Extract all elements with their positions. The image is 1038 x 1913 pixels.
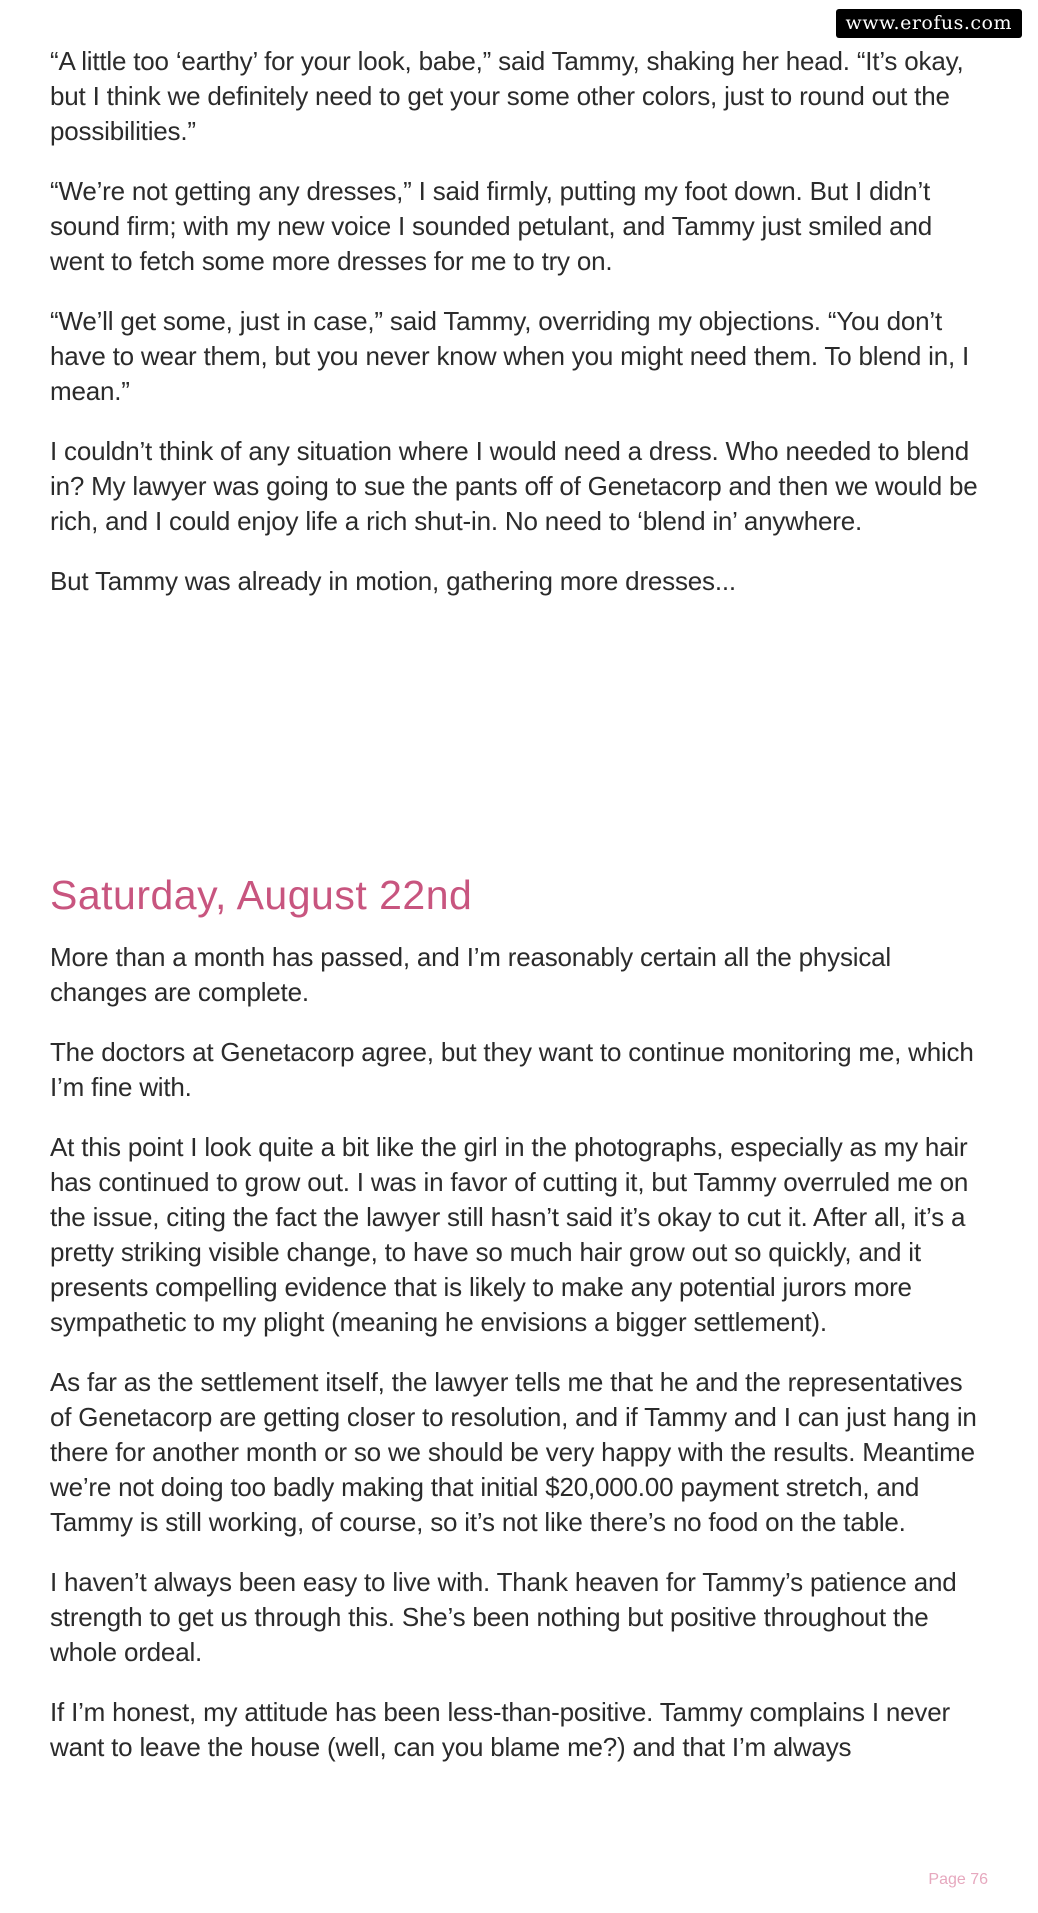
paragraph: If I’m honest, my attitude has been less-than-positive. Tammy complains I never want to leave the house (well, can you blame me?) and that I’m always: [50, 1697, 950, 1762]
page-body: [50, 44, 990, 1790]
paragraph: “We’ll get some, just in case,” said Tammy, overriding my objections. “You don’t have to wear them, but you never know when you might need them. To blend in, I mean.”: [50, 306, 970, 406]
paragraph: As far as the settlement itself, the lawyer tells me that he and the representatives of Genetacorp are getting closer to resolution, and if Tammy and I can just hang in there for another month or so we should be very happy with the results. Meantime we’re not doing too badly making that initial $20,000.00 payment stretch, and Tammy is still working, of course, so it’s not like there’s no food on the table.: [50, 1367, 977, 1537]
paragraph: At this point I look quite a bit like the girl in the photographs, especially as my hair has continued to grow out. I was in favor of cutting it, but Tammy overruled me on the issue, citing the fact the lawyer still hasn’t said it’s okay to cut it. After all, it’s a pretty striking visible change, to have so much hair grow out so quickly, and it presents compelling evidence that is likely to make any potential jurors more sympathetic to my plight (meaning he envisions a bigger settlement).: [50, 1132, 969, 1337]
paragraph: “A little too ‘earthy’ for your look, babe,” said Tammy, shaking her head. “It’s okay, but I think we definitely need to get your some other colors, just to round out the possibilities.”: [50, 46, 964, 146]
paragraph: But Tammy was already in motion, gathering more dresses...: [50, 566, 736, 596]
section-spacer: [50, 624, 990, 870]
paragraph: I couldn’t think of any situation where I would need a dress. Who needed to blend in? My lawyer was going to sue the pants off of Genetacorp and then we would be rich, and I could enjoy life a rich shut-in. No need to ‘blend in’ anywhere.: [50, 436, 978, 536]
paragraph: More than a month has passed, and I’m reasonably certain all the physical changes are complete.: [50, 942, 891, 1007]
section-heading: Saturday, August 22nd: [50, 872, 473, 918]
paragraph: “We’re not getting any dresses,” I said firmly, putting my foot down. But I didn’t sound firm; with my new voice I sounded petulant, and Tammy just smiled and went to fetch some more dresses for me to try on.: [50, 176, 932, 276]
watermark-logo: www.erofus.com: [836, 9, 1023, 38]
paragraph: I haven’t always been easy to live with. Thank heaven for Tammy’s patience and strength to get us through this. She’s been nothing but positive throughout the whole ordeal.: [50, 1567, 957, 1667]
page-number: Page 76: [928, 1871, 988, 1888]
paragraph: The doctors at Genetacorp agree, but they want to continue monitoring me, which I’m fine with.: [50, 1037, 974, 1102]
